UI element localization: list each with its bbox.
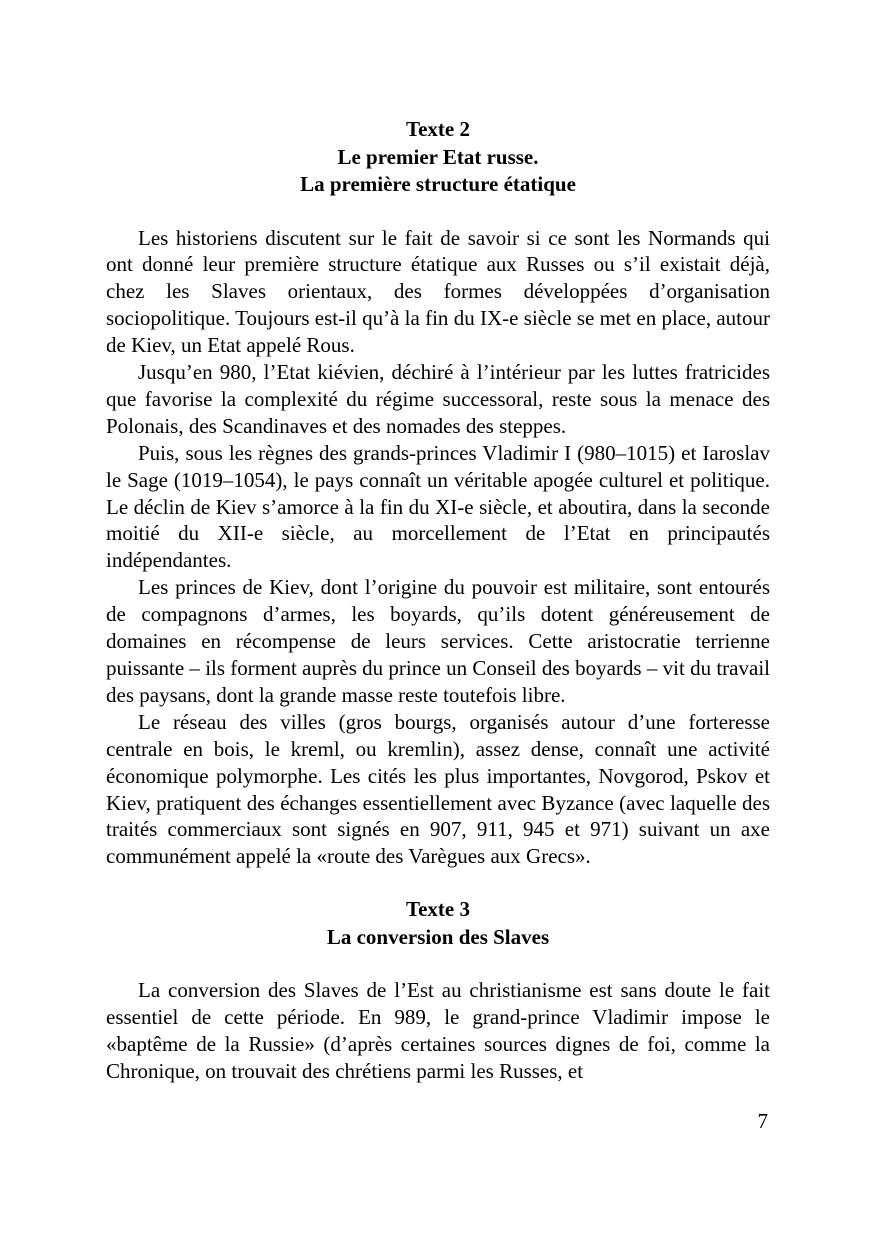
section-texte-3 xyxy=(106,896,770,1085)
paragraph: Jusqu’en 980, l’Etat kiévien, déchiré à l’intérieur par les luttes fratricides que favorise la complexité du régime successoral, reste sous la menace des Polonais, des Scandinaves et des nomades des steppes. xyxy=(106,360,770,438)
paragraph: Les historiens discutent sur le fait de savoir si ce sont les Normands qui ont donné leur première structure étatique aux Russes ou s’il existait déjà, chez les Slaves orientaux, des formes développées d’organisation sociopolitique. Toujours est-il qu’à la fin du IX-e siècle se met en place, autour de Kiev, un Etat appelé Rous. xyxy=(106,225,770,358)
paragraph: Les princes de Kiev, dont l’origine du pouvoir est militaire, sont entourés de compagnons d’armes, les boyards, qu’ils dotent généreusement de domaines en récompense de leurs services. Cette aristocratie terrienne puissante – ils forment auprès du prince un Conseil des boyards – vit du travail des paysans, dont la grande masse reste toutefois libre. xyxy=(106,575,770,707)
paragraph: Puis, sous les règnes des grands-princes Vladimir I (980–1015) et Iaroslav le Sage (1019–1054), le pays connaît un véritable apogée culturel et politique. Le déclin de Kiev s’amorce à la fin du XI-e siècle, et aboutira, dans la seconde moitié du XII-e siècle, au morcellement de l’Etat en principautés indépendantes. xyxy=(106,440,770,573)
heading-text-number: Texte 3 xyxy=(406,897,470,922)
heading-title: La conversion des Slaves xyxy=(326,924,550,949)
section-heading xyxy=(106,896,770,951)
section-heading xyxy=(106,116,770,199)
paragraph: Le réseau des villes (gros bourgs, organisés autour d’une forteresse centrale en bois, le kreml, ou kremlin), assez dense, connaît une activité économique polymorphe. Les cités les plus importantes, Novgorod, Pskov et Kiev, pratiquent des échanges essentiellement avec Byzance (avec laquelle des traités commerciaux sont signés en 907, 911, 945 et 971) suivant un axe communément appelé la «route des Varègues aux Grecs». xyxy=(106,709,770,869)
paragraph: La conversion des Slaves de l’Est au christianisme est sans doute le fait essentiel de cette période. En 989, le grand-prince Vladimir impose le «baptême de la Russie» (d’après certaines sources dignes de foi, comme la Chronique, on trouvait des chrétiens parmi les Russes, et xyxy=(106,978,770,1083)
document-page xyxy=(106,116,770,1085)
page-number: 7 xyxy=(757,1109,768,1133)
heading-title: Le premier Etat russe. xyxy=(337,144,539,169)
section-texte-2 xyxy=(106,116,770,870)
heading-text-number: Texte 2 xyxy=(406,117,470,141)
heading-subtitle: La première structure étatique xyxy=(300,172,576,196)
